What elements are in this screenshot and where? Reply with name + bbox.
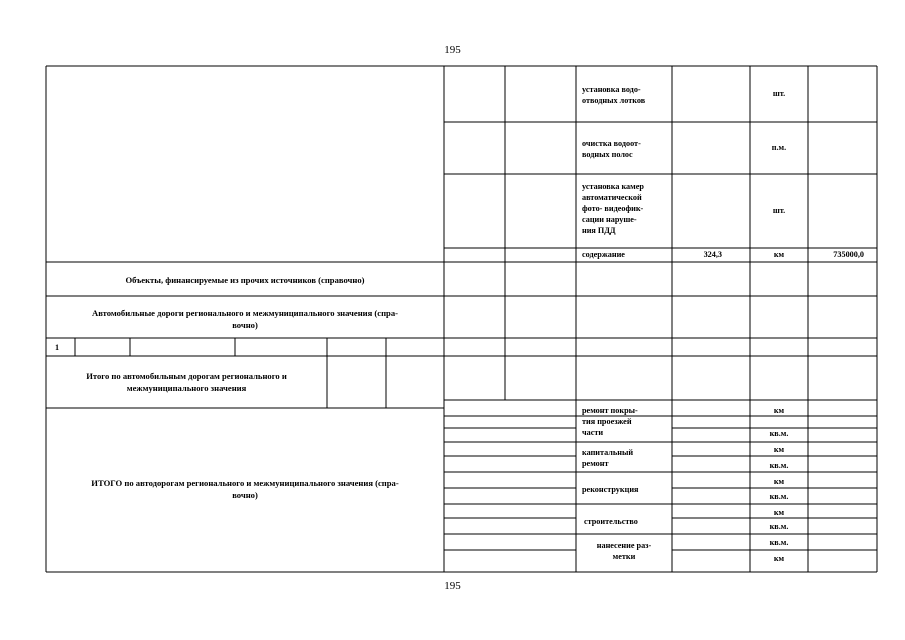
work-label-cameras: установка камер автоматической фото- видеофик- сации наруше- ния ПДД [582, 182, 644, 235]
unit-construction-sqm: кв.м. [769, 522, 789, 531]
unit-reconstruction-sqm: кв.м. [769, 492, 789, 501]
work-label-construction: строительство [584, 517, 638, 526]
heading-regional-roads: Автомобильные дороги регионального и межмуниципального значения (спра- вочно) [91, 308, 398, 330]
unit-surface-repair-km: км [773, 406, 785, 415]
work-label-drainage: очистка водоот- водных полос [582, 139, 641, 159]
qty-maintenance: 324,3 [703, 250, 722, 259]
unit-road-marking-sqm: кв.м. [769, 538, 789, 547]
row-number: 1 [55, 343, 60, 352]
grand-total-regional: ИТОГО по автодорогам регионального и межмуниципального значения (спра- вочно) [91, 478, 399, 500]
work-label-reconstruction: реконструкция [582, 485, 639, 494]
unit-reconstruction-km: км [773, 477, 785, 486]
work-label-capital-repair: капитальный ремонт [582, 448, 634, 468]
work-label-maintenance: содержание [582, 250, 625, 259]
unit-capital-repair-sqm: кв.м. [769, 461, 789, 470]
page-number-bottom: 195 [444, 580, 461, 592]
unit-road-marking-km: км [773, 554, 785, 563]
unit-maintenance: км [773, 250, 785, 259]
heading-other-sources: Объекты, финансируемые из прочих источников (справочно) [125, 275, 365, 285]
work-label-gutters: установка водо- отводных лотков [582, 85, 646, 105]
page-number-top: 195 [444, 44, 461, 56]
unit-gutters: шт. [772, 89, 786, 98]
unit-cameras: шт. [772, 206, 786, 215]
work-label-surface-repair: ремонт покры- тия проезжей части [582, 406, 638, 437]
unit-drainage: п.м. [771, 143, 787, 152]
work-label-road-marking: нанесение раз- метки [596, 541, 652, 561]
unit-construction-km: км [773, 508, 785, 517]
sum-maintenance: 735000,0 [833, 250, 864, 259]
unit-capital-repair-km: км [773, 445, 785, 454]
subtotal-regional: Итого по автомобильным дорогам регионального и межмуниципального значения [86, 371, 287, 393]
unit-surface-repair-sqm: кв.м. [769, 429, 789, 438]
